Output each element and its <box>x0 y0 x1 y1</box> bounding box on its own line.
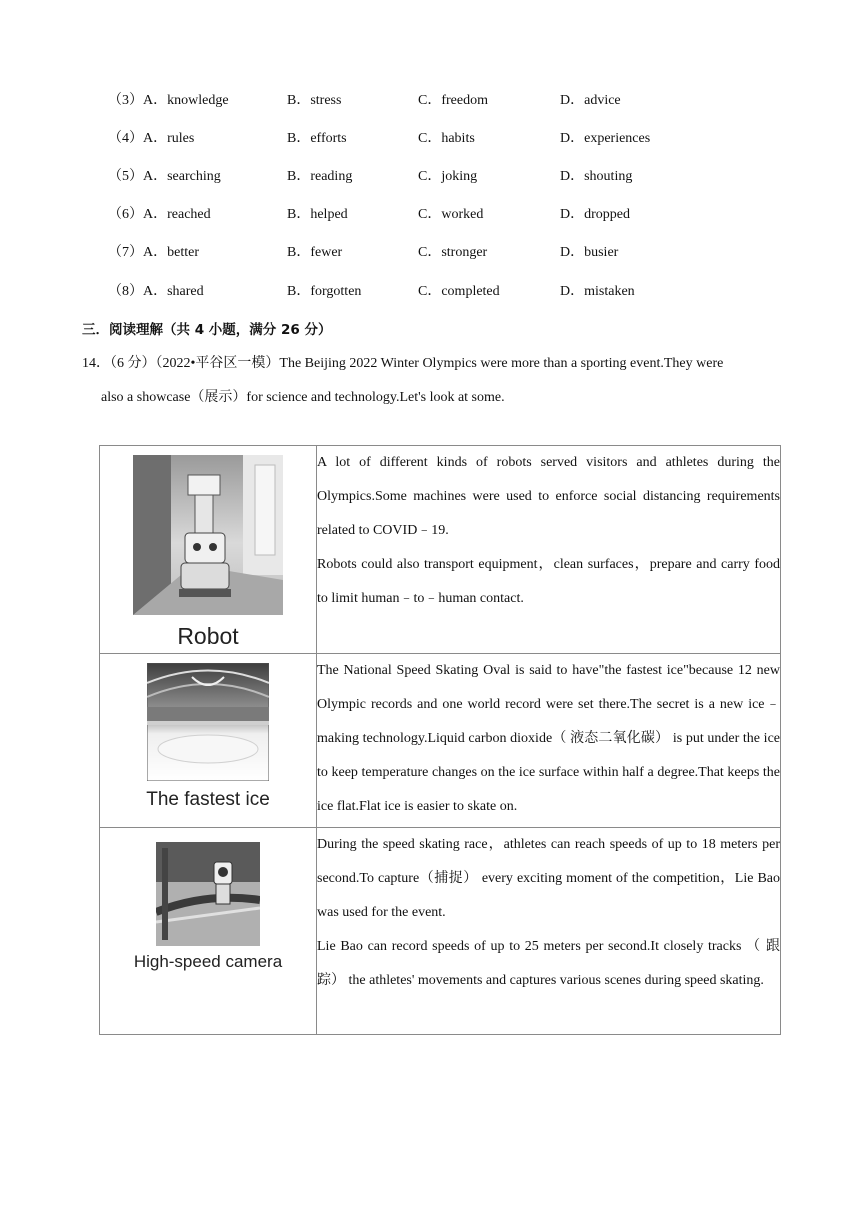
option-c: C．freedom <box>418 93 488 108</box>
option-c: C．stronger <box>418 245 488 260</box>
option-a: （3）A．knowledge <box>108 93 229 108</box>
paragraph: The National Speed Skating Oval is said to have"the fastest ice"because 12 new Olympic records and one world record were set there.The secret is a new ice﹣making technology.Liquid carbon dioxide（ 液态二氧化碳） is put under the ice to keep temperature changes on the ice surface within half a degree.That keeps the ice flat.Flat ice is easier to skate on. <box>317 663 780 814</box>
paragraph: Robots could also transport equipment，clean surfaces，prepare and carry food to limit human﹣to﹣human contact. <box>317 557 780 606</box>
option-b: B．efforts <box>287 131 347 146</box>
option-b: B．stress <box>287 93 342 108</box>
text-cell <box>317 828 781 1035</box>
image-cell <box>100 446 317 654</box>
option-a: （8）A．shared <box>108 284 204 299</box>
image-label: The fastest ice <box>146 789 270 810</box>
table-row-camera <box>100 828 781 1035</box>
option-a: （6）A．reached <box>108 207 211 222</box>
option-c: C．completed <box>418 284 500 299</box>
paragraph: A lot of different kinds of robots served visitors and athletes during the Olympics.Some machines were used to enforce social distancing requirements related to COVID﹣19. <box>317 455 780 538</box>
question-stem-line2: also a showcase（展示）for science and technology.Let's look at some. <box>101 390 505 405</box>
option-b: B．helped <box>287 207 348 222</box>
option-b: B．forgotten <box>287 284 362 299</box>
option-c: C．habits <box>418 131 475 146</box>
option-c: C．joking <box>418 169 478 184</box>
image-label: Robot <box>177 623 239 649</box>
text-cell <box>317 446 781 654</box>
option-d: D．shouting <box>560 169 633 184</box>
section-title: 三．阅读理解（共 4 小题，满分 26 分） <box>82 322 332 338</box>
option-b: B．fewer <box>287 245 343 260</box>
table-row-ice <box>100 654 781 828</box>
robot-photo-icon <box>133 455 283 615</box>
question-stem-line1: 14．（6 分）（2022•平谷区一模）The Beijing 2022 Winter Olympics were more than a sporting event.They were <box>82 356 724 371</box>
ice-oval-photo-icon <box>147 663 269 781</box>
text-cell <box>317 654 781 828</box>
option-a: （5）A．searching <box>108 169 221 184</box>
option-d: D．advice <box>560 93 621 108</box>
option-d: D．busier <box>560 245 619 260</box>
camera-photo-icon <box>156 842 260 946</box>
image-label: High-speed camera <box>133 952 283 971</box>
option-a: （4）A．rules <box>108 131 195 146</box>
image-cell <box>100 654 317 828</box>
table-row-robot <box>100 446 781 654</box>
reading-table <box>99 445 781 1035</box>
option-d: D．mistaken <box>560 284 635 299</box>
option-a: （7）A．better <box>108 245 199 260</box>
paragraph: Lie Bao can record speeds of up to 25 meters per second.It closely tracks （ 跟踪） the athletes' movements and captures various scenes during speed skating. <box>317 939 780 988</box>
option-d: D．experiences <box>560 131 651 146</box>
image-cell <box>100 828 317 1035</box>
option-b: B．reading <box>287 169 353 184</box>
paragraph: During the speed skating race，athletes can reach speeds of up to 18 meters per second.To capture（捕捉） every exciting moment of the competition，Lie Bao was used for the event. <box>317 837 780 920</box>
option-d: D．dropped <box>560 207 630 222</box>
option-c: C．worked <box>418 207 484 222</box>
